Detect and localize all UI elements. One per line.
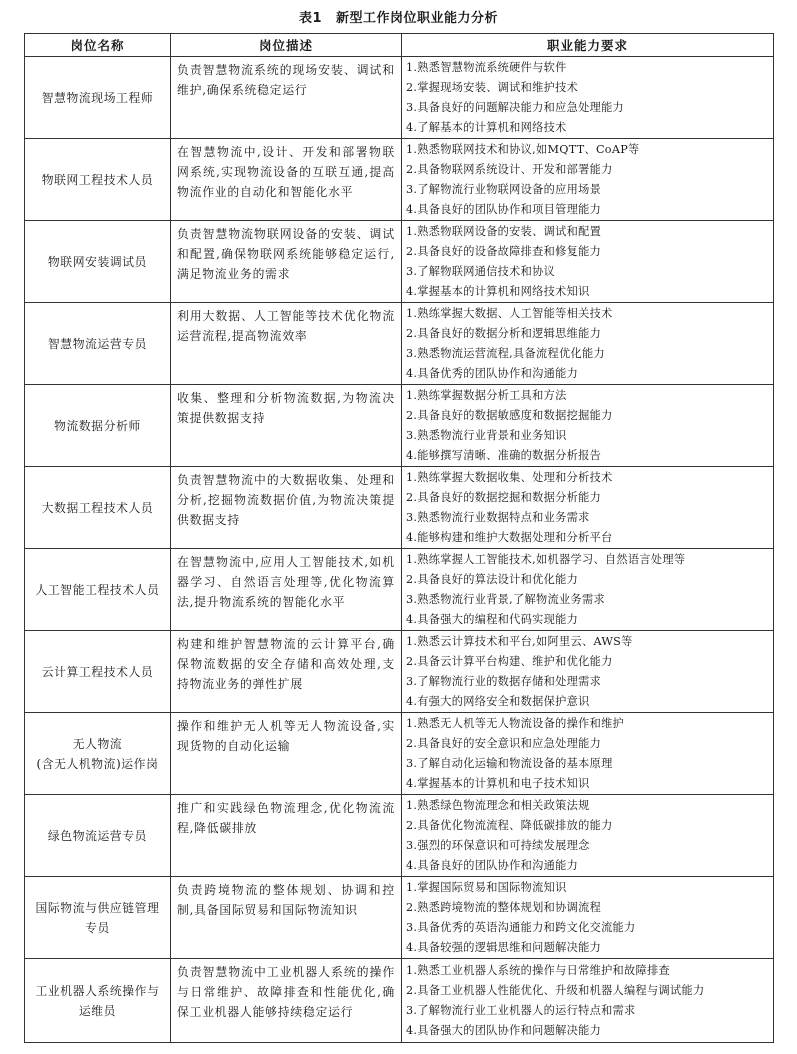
requirement-item: 4.掌握基本的计算机和电子技术知识 [406,776,590,790]
ability-requirements-cell [402,221,774,303]
table-row [25,549,774,631]
job-name-cell [25,139,171,221]
requirement-item: 1.熟悉物联网设备的安装、调试和配置 [406,224,602,238]
requirement-item: 3.熟悉物流运营流程,具备流程优化能力 [406,346,605,360]
requirement-item: 2.熟悉跨境物流的整体规划和协调流程 [406,900,602,914]
ability-requirements-cell [402,795,774,877]
requirement-item: 3.熟悉物流行业背景和业务知识 [406,428,567,442]
table-caption [0,7,797,26]
requirement-item: 2.掌握现场安装、调试和维护技术 [406,80,579,94]
ability-requirements-cell [402,139,774,221]
job-description-cell: 利用大数据、人工智能等技术优化物流运营流程,提高物流效率 [171,303,402,385]
requirement-item: 1.熟悉物联网技术和协议,如MQTT、CoAP等 [406,142,640,156]
requirement-item: 2.具备良好的数据挖掘和数据分析能力 [406,490,602,504]
requirement-item: 1.熟悉绿色物流理念和相关政策法规 [406,798,590,812]
table-row [25,57,774,139]
requirement-item: 2.具备优化物流流程、降低碳排放的能力 [406,818,613,832]
ability-requirements-cell [402,631,774,713]
requirement-item: 3.熟悉物流行业数据特点和业务需求 [406,510,590,524]
ability-requirements-cell [402,877,774,959]
requirement-item: 2.具备良好的算法设计和优化能力 [406,572,579,586]
job-description-cell: 负责智慧物流系统的现场安装、调试和维护,确保系统稳定运行 [171,57,402,139]
requirement-item: 4.具备良好的团队协作和沟通能力 [406,858,579,872]
table-row [25,139,774,221]
job-description-cell: 构建和维护智慧物流的云计算平台,确保物流数据的安全存储和高效处理,支持物流业务的弹性扩展 [171,631,402,713]
ability-requirements-cell [402,713,774,795]
job-name-line: 专员 [85,920,110,935]
job-name-line: 云计算工程技术人员 [41,664,154,679]
job-name-line: (含无人机物流)运作岗 [36,756,159,771]
requirement-item: 2.具备良好的安全意识和应急处理能力 [406,736,602,750]
job-name-line: 绿色物流运营专员 [47,828,148,843]
requirement-item: 4.了解基本的计算机和网络技术 [406,120,567,134]
job-description-cell: 推广和实践绿色物流理念,优化物流流程,降低碳排放 [171,795,402,877]
job-name-line: 物联网工程技术人员 [41,172,154,187]
table-row [25,385,774,467]
requirement-item: 4.具备良好的团队协作和项目管理能力 [406,202,602,216]
ability-requirements-cell [402,303,774,385]
job-name-cell [25,877,171,959]
requirement-item: 3.了解物联网通信技术和协议 [406,264,556,278]
job-description-cell: 操作和维护无人机等无人物流设备,实现货物的自动化运输 [171,713,402,795]
requirement-item: 4.掌握基本的计算机和网络技术知识 [406,284,590,298]
job-name-line: 无人物流 [72,736,123,751]
requirement-item: 4.具备强大的团队协作和问题解决能力 [406,1023,602,1037]
job-description-cell: 负责跨境物流的整体规划、协调和控制,具备国际贸易和国际物流知识 [171,877,402,959]
job-description-cell: 负责智慧物流中的大数据收集、处理和分析,挖掘物流数据价值,为物流决策提供数据支持 [171,467,402,549]
header-job-description: 岗位描述 [171,34,402,57]
job-name-cell [25,959,171,1043]
job-description-cell: 在智慧物流中,设计、开发和部署物联网系统,实现物流设备的互联互通,提高物流作业的自动化和智能化水平 [171,139,402,221]
ability-requirements-cell [402,959,774,1043]
requirement-item: 2.具备云计算平台构建、维护和优化能力 [406,654,613,668]
requirement-item: 1.熟悉工业机器人系统的操作与日常维护和故障排查 [406,963,671,977]
job-description-cell: 负责智慧物流物联网设备的安装、调试和配置,确保物联网系统能够稳定运行,满足物流业务的需求 [171,221,402,303]
job-name-line: 人工智能工程技术人员 [35,582,160,597]
requirement-item: 4.具备强大的编程和代码实现能力 [406,612,579,626]
job-name-line: 大数据工程技术人员 [41,500,154,515]
table-title: 新型工作岗位职业能力分析 [336,11,499,26]
ability-requirements-cell [402,57,774,139]
requirement-item: 3.了解物流行业工业机器人的运行特点和需求 [406,1003,636,1017]
requirement-item: 3.强烈的环保意识和可持续发展理念 [406,838,590,852]
job-name-cell [25,795,171,877]
job-name-line: 物联网安装调试员 [47,254,148,269]
job-name-line: 智慧物流现场工程师 [41,90,154,105]
requirement-item: 2.具备工业机器人性能优化、升级和机器人编程与调试能力 [406,983,705,997]
requirement-item: 1.熟练掌握大数据、人工智能等相关技术 [406,306,613,320]
job-name-cell [25,713,171,795]
requirement-item: 1.熟悉智慧物流系统硬件与软件 [406,60,567,74]
table-row [25,713,774,795]
requirement-item: 1.熟悉无人机等无人物流设备的操作和维护 [406,716,625,730]
table-row [25,221,774,303]
requirement-item: 4.有强大的网络安全和数据保护意识 [406,694,590,708]
requirement-item: 1.熟练掌握人工智能技术,如机器学习、自然语言处理等 [406,552,686,566]
table-row [25,795,774,877]
job-ability-table [24,33,774,1043]
job-name-cell [25,57,171,139]
requirement-item: 1.熟悉云计算技术和平台,如阿里云、AWS等 [406,634,633,648]
requirement-item: 3.熟悉物流行业背景,了解物流业务需求 [406,592,605,606]
requirement-item: 1.熟练掌握大数据收集、处理和分析技术 [406,470,613,484]
table-row [25,877,774,959]
requirement-item: 2.具备物联网系统设计、开发和部署能力 [406,162,613,176]
job-name-line: 国际物流与供应链管理 [35,900,160,915]
requirement-item: 2.具备良好的数据分析和逻辑思维能力 [406,326,602,340]
header-ability-requirements: 职业能力要求 [402,34,774,57]
requirement-item: 4.具备优秀的团队协作和沟通能力 [406,366,579,380]
job-name-line: 运维员 [78,1003,117,1018]
requirement-item: 2.具备良好的数据敏感度和数据挖掘能力 [406,408,613,422]
job-description-cell: 负责智慧物流中工业机器人系统的操作与日常维护、故障排查和性能优化,确保工业机器人能够持续稳定运行 [171,959,402,1043]
table-row [25,959,774,1043]
job-description-cell: 在智慧物流中,应用人工智能技术,如机器学习、自然语言处理等,优化物流算法,提升物流系统的智能化水平 [171,549,402,631]
ability-requirements-cell [402,385,774,467]
requirement-item: 4.能够撰写清晰、准确的数据分析报告 [406,448,602,462]
job-name-cell [25,467,171,549]
header-job-name: 岗位名称 [25,34,171,57]
job-name-cell [25,385,171,467]
requirement-item: 1.熟练掌握数据分析工具和方法 [406,388,567,402]
requirement-item: 3.了解物流行业的数据存储和处理需求 [406,674,602,688]
job-name-line: 智慧物流运营专员 [47,336,148,351]
requirement-item: 1.掌握国际贸易和国际物流知识 [406,880,567,894]
job-description-cell: 收集、整理和分析物流数据,为物流决策提供数据支持 [171,385,402,467]
job-name-line: 物流数据分析师 [54,418,141,433]
table-row [25,631,774,713]
table-header-row [25,34,774,57]
ability-requirements-cell [402,549,774,631]
job-name-cell [25,221,171,303]
job-name-cell [25,303,171,385]
requirement-item: 4.能够构建和维护大数据处理和分析平台 [406,530,613,544]
table-number: 表1 [298,11,323,26]
requirement-item: 3.具备优秀的英语沟通能力和跨文化交流能力 [406,920,636,934]
table-row [25,467,774,549]
requirement-item: 4.具备较强的逻辑思维和问题解决能力 [406,940,602,954]
requirement-item: 3.具备良好的问题解决能力和应急处理能力 [406,100,625,114]
ability-requirements-cell [402,467,774,549]
requirement-item: 2.具备良好的设备故障排查和修复能力 [406,244,602,258]
job-name-cell [25,631,171,713]
job-name-cell [25,549,171,631]
requirement-item: 3.了解自动化运输和物流设备的基本原理 [406,756,613,770]
job-name-line: 工业机器人系统操作与 [35,983,160,998]
requirement-item: 3.了解物流行业物联网设备的应用场景 [406,182,602,196]
table-row [25,303,774,385]
